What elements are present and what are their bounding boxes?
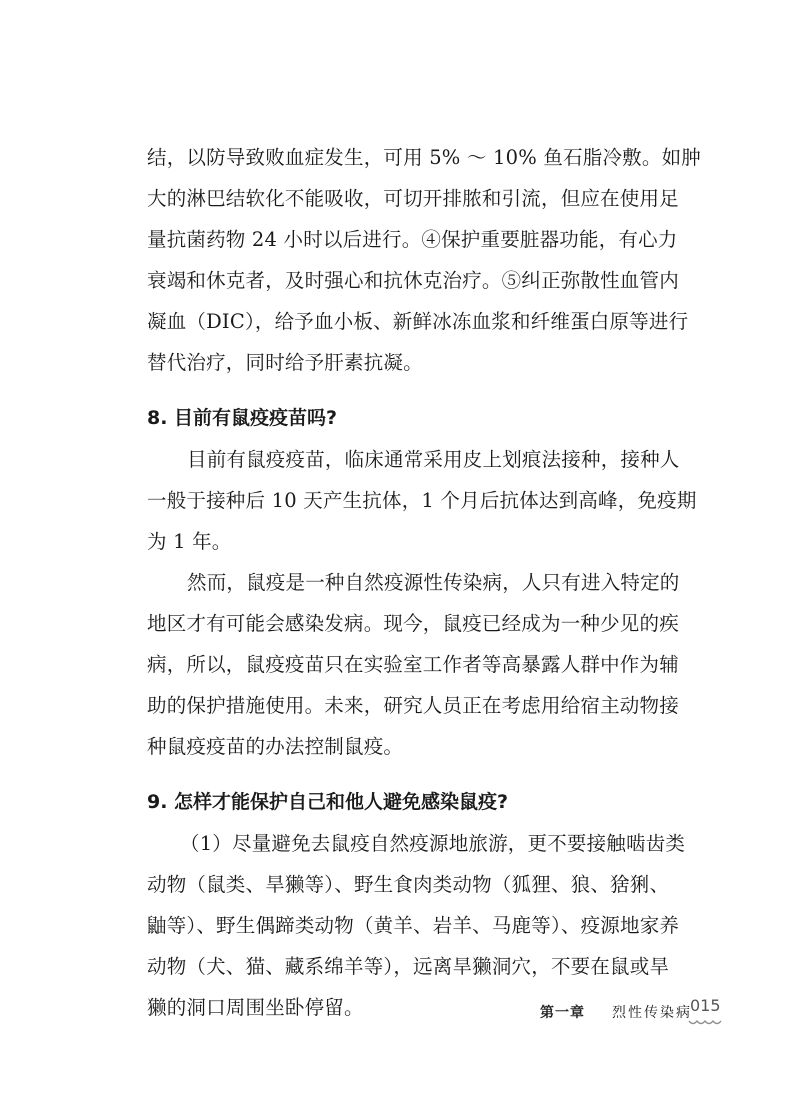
- text-line: 目前有鼠疫疫苗，临床通常采用皮上划痕法接种，接种人: [187, 448, 680, 471]
- text-line: 衰竭和休克者，及时强心和抗休克治疗。⑤纠正弥散性血管内: [147, 269, 679, 292]
- text-line: 一般于接种后 10 天产生抗体，1 个月后抗体达到高峰，免疫期: [147, 489, 697, 512]
- text-line: 结，以防导致败血症发生，可用 5% ～ 10% 鱼石脂冷敷。如肿: [147, 146, 701, 169]
- text-line: 凝血（DIC），给予血小板、新鲜冰冻血浆和纤维蛋白原等进行: [147, 310, 689, 333]
- text-line: 动物（鼠类、旱獭等）、野生食肉类动物（狐狸、狼、猞猁、: [147, 873, 670, 896]
- text-line: 种鼠疫疫苗的办法控制鼠疫。: [147, 735, 404, 758]
- text-line: 大的淋巴结软化不能吸收，可切开排脓和引流，但应在使用足: [147, 187, 679, 210]
- text-line: （1）尽量避免去鼠疫自然疫源地旅游，更不要接触啮齿类: [180, 832, 686, 855]
- text-line: 为 1 年。: [147, 530, 232, 553]
- text-line: 助的保护措施使用。未来，研究人员正在考虑用给宿主动物接: [147, 694, 679, 717]
- footer-chapter-title: 烈性传染病: [612, 1005, 692, 1021]
- text-line: 量抗菌药物 24 小时以后进行。④保护重要脏器功能，有心力: [147, 228, 678, 251]
- text-line: 病，所以，鼠疫疫苗只在实验室工作者等高暴露人群中作为辅: [147, 653, 679, 676]
- page-number: 015: [690, 996, 721, 1015]
- footer-chapter: 第一章: [540, 1005, 585, 1021]
- text-line: 鼬等）、野生偶蹄类动物（黄羊、岩羊、马鹿等）、疫源地家养: [147, 914, 680, 937]
- section-heading-8: 8. 目前有鼠疫疫苗吗?: [147, 407, 338, 429]
- section-heading-9: 9. 怎样才能保护自己和他人避免感染鼠疫?: [147, 791, 509, 813]
- text-line: 地区才有可能会感染发病。现今，鼠疫已经成为一种少见的疾: [147, 612, 679, 635]
- wave-ornament-icon: [688, 1018, 722, 1028]
- text-line: 动物（犬、猫、藏系绵羊等），远离旱獭洞穴，不要在鼠或旱: [147, 955, 670, 978]
- text-line: 替代治疗，同时给予肝素抗凝。: [147, 351, 423, 374]
- text-line: 獭的洞口周围坐卧停留。: [147, 996, 364, 1019]
- text-line: 然而，鼠疫是一种自然疫源性传染病，人只有进入特定的: [187, 571, 680, 594]
